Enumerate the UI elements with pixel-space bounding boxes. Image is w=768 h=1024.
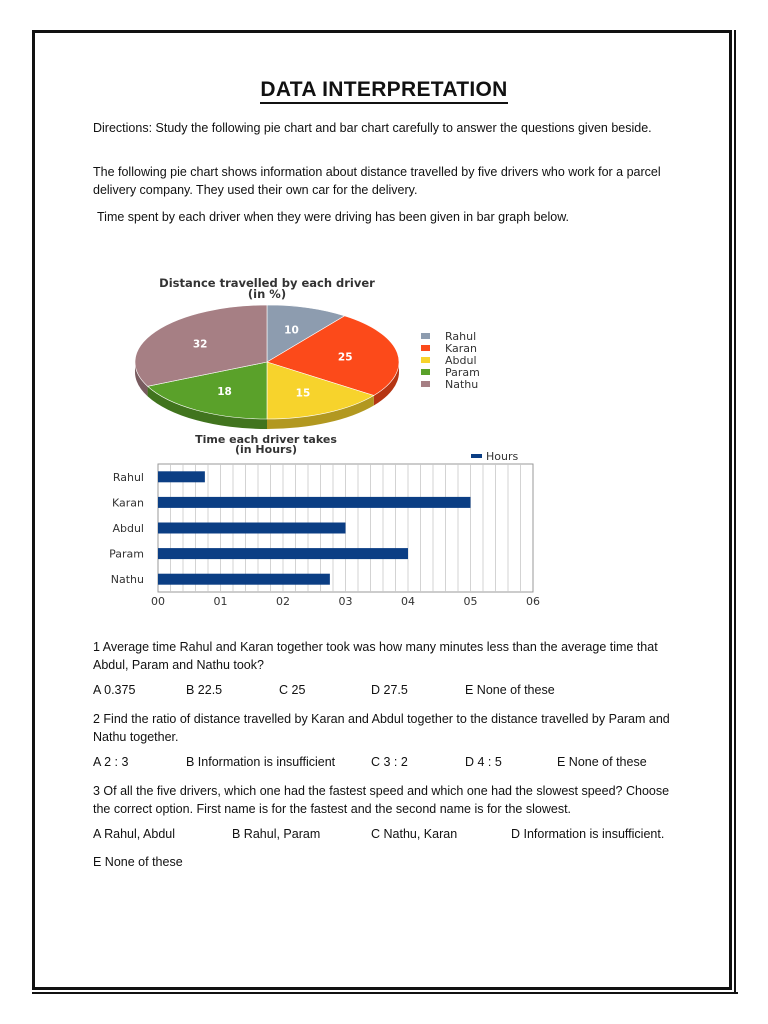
q3-option-b: B Rahul, Param (232, 827, 321, 841)
bar-category-abdul: Abdul (112, 522, 144, 535)
page-border-shadow-bottom (32, 992, 738, 994)
q3-option-a: A Rahul, Abdul (93, 827, 176, 841)
question-1-options (93, 683, 693, 701)
bar-karan (158, 497, 471, 508)
pie-chart (135, 305, 399, 429)
legend-label-nathu: Nathu (445, 378, 479, 391)
bar-x-tick-05: 05 (463, 595, 478, 608)
question-3-options (93, 827, 693, 845)
page-title-text: DATA INTERPRETATION (260, 78, 507, 104)
bar-x-tick-04: 04 (401, 595, 415, 608)
bar-legend-swatch (471, 454, 482, 458)
question-1-text: 1 Average time Rahul and Karan together took was how many minutes less than the average time that Abdul, Param and Nathu took? (93, 640, 658, 672)
bar-chart-subtitle: (in Hours) (234, 443, 298, 456)
q1-option-a: A 0.375 (93, 683, 136, 697)
legend-label-rahul: Rahul (445, 330, 477, 343)
page-border-shadow-right (734, 30, 736, 994)
legend-swatch-rahul (421, 333, 430, 339)
legend-label-abdul: Abdul (445, 354, 477, 367)
bar-abdul (158, 523, 346, 534)
time-note-text: Time spent by each driver when they were driving has been given in bar graph below. (97, 210, 570, 224)
pie-chart-subtitle: (in %) (247, 287, 287, 301)
directions-text: Directions: Study the following pie chart and bar chart carefully to answer the questions given beside. (93, 121, 652, 135)
intro-text: The following pie chart shows information about distance travelled by five drivers who work for a parcel delivery company. They used their own car for the delivery. (93, 165, 661, 197)
legend-swatch-abdul (421, 357, 430, 363)
question-3-options-continued (93, 855, 693, 873)
q3-option-d: D Information is insufficient. (511, 827, 665, 841)
bar-nathu (158, 574, 330, 585)
q2-option-e: E None of these (557, 755, 647, 769)
legend-label-param: Param (445, 366, 480, 379)
pie-label-param: 18 (217, 385, 232, 398)
q1-option-d: D 27.5 (371, 683, 408, 697)
q3-option-c: C Nathu, Karan (371, 827, 458, 841)
bar-x-tick-00: 00 (151, 595, 165, 608)
bar-rahul (158, 471, 205, 482)
q3-option-e: E None of these (93, 855, 183, 869)
bar-x-tick-03: 03 (338, 595, 353, 608)
q1-option-e: E None of these (465, 683, 555, 697)
q2-option-a: A 2 : 3 (93, 755, 129, 769)
legend-swatch-karan (421, 345, 430, 351)
bar-x-tick-02: 02 (276, 595, 290, 608)
bar-chart (109, 450, 540, 608)
pie-label-karan: 25 (337, 351, 353, 364)
pie-label-rahul: 10 (284, 324, 299, 337)
pie-legend (421, 330, 480, 391)
q2-option-c: C 3 : 2 (371, 755, 408, 769)
pie-chart-title: Distance travelled by each driver (159, 276, 375, 290)
question-2-text: 2 Find the ratio of distance travelled by Karan and Abdul together to the distance travelled by Param and Nathu together. (93, 712, 670, 744)
bar-category-nathu: Nathu (110, 573, 144, 587)
pie-label-abdul: 15 (295, 387, 311, 400)
bar-x-tick-01: 01 (213, 595, 228, 608)
pie-label-nathu: 32 (192, 338, 208, 351)
question-3-text: 3 Of all the five drivers, which one had the fastest speed and which one had the slowest speed? Choose the correct option. First name is for the fastest and the second name is for the slowest. (93, 784, 670, 816)
bar-legend-label: Hours (486, 450, 519, 463)
charts-area (80, 265, 550, 610)
bar-category-rahul: Rahul (112, 470, 144, 484)
bar-category-param: Param (109, 547, 144, 561)
bar-chart-title: Time each driver takes (195, 433, 337, 446)
legend-swatch-param (421, 369, 430, 375)
page-title (0, 78, 768, 102)
bar-param (158, 548, 408, 559)
legend-swatch-nathu (421, 381, 430, 387)
question-2-options (93, 755, 693, 773)
q2-option-b: B Information is insufficient (186, 755, 336, 769)
bar-category-karan: Karan (112, 496, 144, 510)
legend-label-karan: Karan (445, 342, 477, 355)
q2-option-d: D 4 : 5 (465, 755, 502, 769)
bar-x-tick-06: 06 (526, 595, 540, 608)
q1-option-c: C 25 (279, 683, 306, 697)
q1-option-b: B 22.5 (186, 683, 223, 697)
